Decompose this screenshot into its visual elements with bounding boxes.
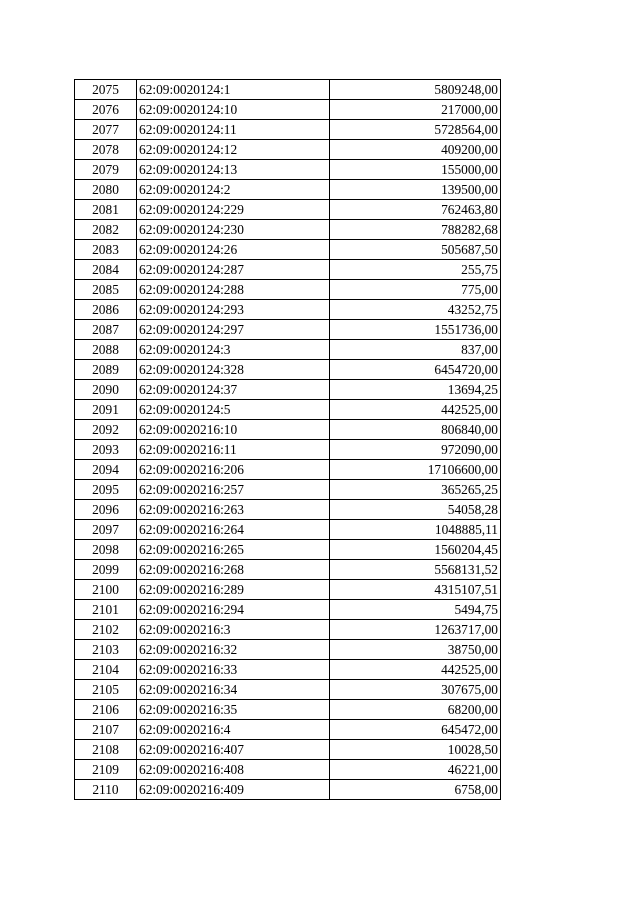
value-cell: 38750,00 bbox=[330, 640, 501, 660]
value-cell: 54058,28 bbox=[330, 500, 501, 520]
cadastral-number-cell: 62:09:0020124:288 bbox=[137, 280, 330, 300]
cadastral-number-cell: 62:09:0020216:409 bbox=[137, 780, 330, 800]
row-number-cell: 2085 bbox=[75, 280, 137, 300]
table-row bbox=[75, 280, 501, 300]
row-number-cell: 2096 bbox=[75, 500, 137, 520]
row-number-cell: 2075 bbox=[75, 80, 137, 100]
cadastral-number-cell: 62:09:0020124:13 bbox=[137, 160, 330, 180]
row-number-cell: 2080 bbox=[75, 180, 137, 200]
value-cell: 5568131,52 bbox=[330, 560, 501, 580]
table-row bbox=[75, 120, 501, 140]
table-row bbox=[75, 260, 501, 280]
value-cell: 1048885,11 bbox=[330, 520, 501, 540]
value-cell: 775,00 bbox=[330, 280, 501, 300]
cadastral-number-cell: 62:09:0020124:10 bbox=[137, 100, 330, 120]
value-cell: 10028,50 bbox=[330, 740, 501, 760]
value-cell: 806840,00 bbox=[330, 420, 501, 440]
table-row bbox=[75, 400, 501, 420]
table-row bbox=[75, 140, 501, 160]
cadastral-number-cell: 62:09:0020216:263 bbox=[137, 500, 330, 520]
value-cell: 365265,25 bbox=[330, 480, 501, 500]
row-number-cell: 2102 bbox=[75, 620, 137, 640]
cadastral-number-cell: 62:09:0020216:206 bbox=[137, 460, 330, 480]
table-row bbox=[75, 420, 501, 440]
table-row bbox=[75, 500, 501, 520]
row-number-cell: 2087 bbox=[75, 320, 137, 340]
row-number-cell: 2091 bbox=[75, 400, 137, 420]
value-cell: 442525,00 bbox=[330, 660, 501, 680]
row-number-cell: 2076 bbox=[75, 100, 137, 120]
cadastral-number-cell: 62:09:0020216:294 bbox=[137, 600, 330, 620]
row-number-cell: 2090 bbox=[75, 380, 137, 400]
cadastral-number-cell: 62:09:0020124:26 bbox=[137, 240, 330, 260]
cadastral-number-cell: 62:09:0020124:1 bbox=[137, 80, 330, 100]
value-cell: 155000,00 bbox=[330, 160, 501, 180]
row-number-cell: 2106 bbox=[75, 700, 137, 720]
value-cell: 645472,00 bbox=[330, 720, 501, 740]
value-cell: 1263717,00 bbox=[330, 620, 501, 640]
value-cell: 6454720,00 bbox=[330, 360, 501, 380]
table-row bbox=[75, 560, 501, 580]
table-row bbox=[75, 340, 501, 360]
value-cell: 972090,00 bbox=[330, 440, 501, 460]
row-number-cell: 2100 bbox=[75, 580, 137, 600]
row-number-cell: 2109 bbox=[75, 760, 137, 780]
value-cell: 255,75 bbox=[330, 260, 501, 280]
cadastral-number-cell: 62:09:0020124:297 bbox=[137, 320, 330, 340]
value-cell: 13694,25 bbox=[330, 380, 501, 400]
row-number-cell: 2097 bbox=[75, 520, 137, 540]
cadastral-number-cell: 62:09:0020216:4 bbox=[137, 720, 330, 740]
cadastral-number-cell: 62:09:0020124:37 bbox=[137, 380, 330, 400]
table-row bbox=[75, 780, 501, 800]
cadastral-number-cell: 62:09:0020216:407 bbox=[137, 740, 330, 760]
cadastral-number-cell: 62:09:0020124:229 bbox=[137, 200, 330, 220]
value-cell: 5494,75 bbox=[330, 600, 501, 620]
row-number-cell: 2084 bbox=[75, 260, 137, 280]
row-number-cell: 2094 bbox=[75, 460, 137, 480]
row-number-cell: 2083 bbox=[75, 240, 137, 260]
row-number-cell: 2089 bbox=[75, 360, 137, 380]
cadastral-number-cell: 62:09:0020216:34 bbox=[137, 680, 330, 700]
row-number-cell: 2103 bbox=[75, 640, 137, 660]
cadastral-number-cell: 62:09:0020124:5 bbox=[137, 400, 330, 420]
table-row bbox=[75, 720, 501, 740]
table-row bbox=[75, 700, 501, 720]
cadastral-number-cell: 62:09:0020216:289 bbox=[137, 580, 330, 600]
cadastral-number-cell: 62:09:0020124:293 bbox=[137, 300, 330, 320]
table-row bbox=[75, 300, 501, 320]
row-number-cell: 2105 bbox=[75, 680, 137, 700]
row-number-cell: 2088 bbox=[75, 340, 137, 360]
table-row bbox=[75, 220, 501, 240]
row-number-cell: 2093 bbox=[75, 440, 137, 460]
document-page bbox=[74, 79, 501, 800]
table-row bbox=[75, 80, 501, 100]
value-cell: 5728564,00 bbox=[330, 120, 501, 140]
row-number-cell: 2082 bbox=[75, 220, 137, 240]
value-cell: 17106600,00 bbox=[330, 460, 501, 480]
table-body bbox=[75, 80, 501, 800]
table-row bbox=[75, 320, 501, 340]
value-cell: 505687,50 bbox=[330, 240, 501, 260]
cadastral-number-cell: 62:09:0020216:264 bbox=[137, 520, 330, 540]
table-row bbox=[75, 380, 501, 400]
cadastral-number-cell: 62:09:0020216:32 bbox=[137, 640, 330, 660]
value-cell: 788282,68 bbox=[330, 220, 501, 240]
row-number-cell: 2101 bbox=[75, 600, 137, 620]
row-number-cell: 2098 bbox=[75, 540, 137, 560]
value-cell: 307675,00 bbox=[330, 680, 501, 700]
table-row bbox=[75, 740, 501, 760]
row-number-cell: 2110 bbox=[75, 780, 137, 800]
table-row bbox=[75, 200, 501, 220]
cadastral-number-cell: 62:09:0020216:257 bbox=[137, 480, 330, 500]
table-row bbox=[75, 440, 501, 460]
row-number-cell: 2104 bbox=[75, 660, 137, 680]
cadastral-number-cell: 62:09:0020216:33 bbox=[137, 660, 330, 680]
row-number-cell: 2081 bbox=[75, 200, 137, 220]
cadastral-number-cell: 62:09:0020216:265 bbox=[137, 540, 330, 560]
cadastral-number-cell: 62:09:0020216:408 bbox=[137, 760, 330, 780]
cadastral-number-cell: 62:09:0020124:11 bbox=[137, 120, 330, 140]
value-cell: 762463,80 bbox=[330, 200, 501, 220]
cadastral-number-cell: 62:09:0020124:230 bbox=[137, 220, 330, 240]
cadastral-number-cell: 62:09:0020216:11 bbox=[137, 440, 330, 460]
table-row bbox=[75, 160, 501, 180]
table-row bbox=[75, 360, 501, 380]
table-row bbox=[75, 480, 501, 500]
table-row bbox=[75, 540, 501, 560]
table-row bbox=[75, 240, 501, 260]
value-cell: 5809248,00 bbox=[330, 80, 501, 100]
value-cell: 4315107,51 bbox=[330, 580, 501, 600]
cadastral-number-cell: 62:09:0020216:10 bbox=[137, 420, 330, 440]
value-cell: 46221,00 bbox=[330, 760, 501, 780]
cadastral-number-cell: 62:09:0020216:3 bbox=[137, 620, 330, 640]
row-number-cell: 2092 bbox=[75, 420, 137, 440]
table-row bbox=[75, 660, 501, 680]
value-cell: 68200,00 bbox=[330, 700, 501, 720]
table-row bbox=[75, 580, 501, 600]
value-cell: 837,00 bbox=[330, 340, 501, 360]
cadastral-number-cell: 62:09:0020124:287 bbox=[137, 260, 330, 280]
table-row bbox=[75, 640, 501, 660]
value-cell: 217000,00 bbox=[330, 100, 501, 120]
cadastral-number-cell: 62:09:0020124:2 bbox=[137, 180, 330, 200]
table-row bbox=[75, 680, 501, 700]
value-cell: 43252,75 bbox=[330, 300, 501, 320]
table-row bbox=[75, 460, 501, 480]
row-number-cell: 2077 bbox=[75, 120, 137, 140]
cadastral-number-cell: 62:09:0020124:328 bbox=[137, 360, 330, 380]
value-cell: 1551736,00 bbox=[330, 320, 501, 340]
value-cell: 6758,00 bbox=[330, 780, 501, 800]
cadastral-number-cell: 62:09:0020216:35 bbox=[137, 700, 330, 720]
table-row bbox=[75, 760, 501, 780]
cadastral-number-cell: 62:09:0020216:268 bbox=[137, 560, 330, 580]
value-cell: 1560204,45 bbox=[330, 540, 501, 560]
row-number-cell: 2078 bbox=[75, 140, 137, 160]
cadastral-number-cell: 62:09:0020124:3 bbox=[137, 340, 330, 360]
table-row bbox=[75, 100, 501, 120]
value-cell: 442525,00 bbox=[330, 400, 501, 420]
cadastral-value-table bbox=[74, 79, 501, 800]
table-row bbox=[75, 180, 501, 200]
row-number-cell: 2079 bbox=[75, 160, 137, 180]
table-row bbox=[75, 600, 501, 620]
row-number-cell: 2086 bbox=[75, 300, 137, 320]
value-cell: 409200,00 bbox=[330, 140, 501, 160]
row-number-cell: 2099 bbox=[75, 560, 137, 580]
table-row bbox=[75, 520, 501, 540]
value-cell: 139500,00 bbox=[330, 180, 501, 200]
cadastral-number-cell: 62:09:0020124:12 bbox=[137, 140, 330, 160]
row-number-cell: 2108 bbox=[75, 740, 137, 760]
table-row bbox=[75, 620, 501, 640]
row-number-cell: 2095 bbox=[75, 480, 137, 500]
row-number-cell: 2107 bbox=[75, 720, 137, 740]
